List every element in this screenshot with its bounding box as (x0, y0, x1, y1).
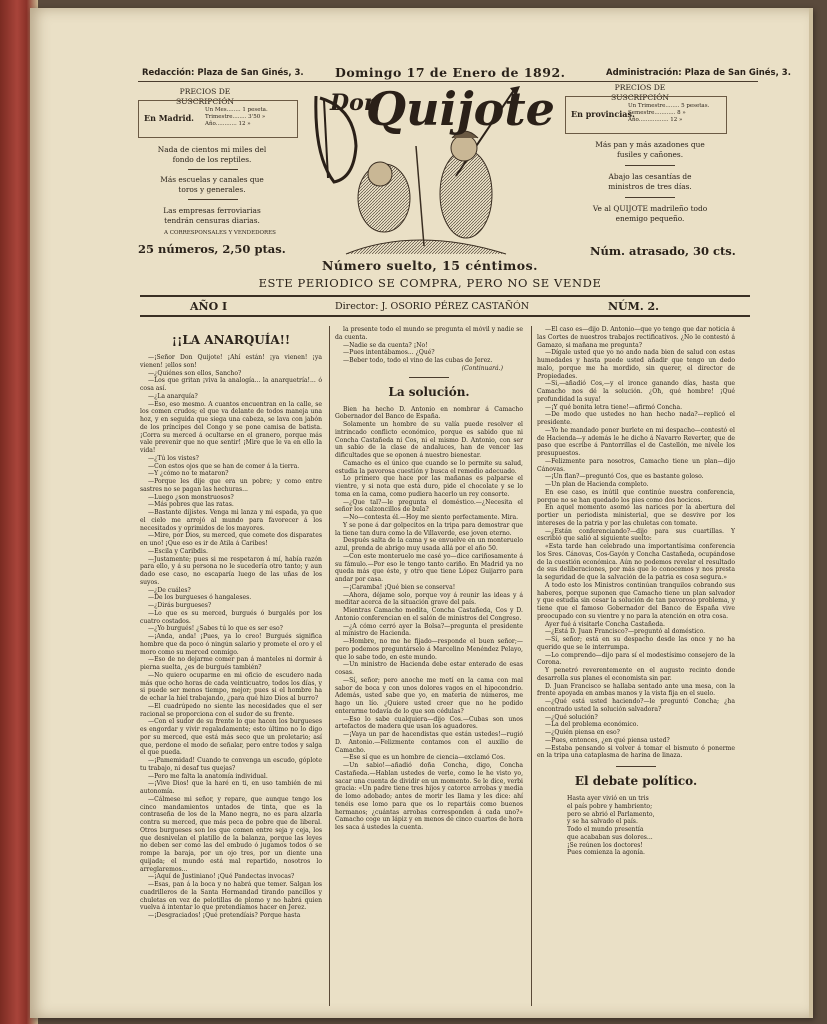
paragraph: Bien ha hecho D. Antonio en nombrar á Camacho Gobernador del Banco de España. (335, 405, 523, 421)
paragraph: —¡Desgraciados! ¡Qué pretendíais? Porque hasta (148, 912, 301, 919)
paragraph: —Ese sí que es un hombre de ciencia—exclamó Cos. (343, 754, 506, 762)
paragraph: —Lo que es su merced, burgués ó burgalés por los cuatro costados. (140, 609, 322, 625)
precios-right-place: En provincias. (571, 109, 635, 119)
paragraph: —No quiero ocuparme en mi oficio de escudero nada más que ocho horas de cada veinticuatro, todos los días, y si puede ser menos tiempo, mejor; pues si el hombre ha de echar la hiel trabajando, ¿para qué hizo Dios al burro? (140, 671, 322, 702)
ano-label: AÑO I (190, 300, 228, 313)
paragraph: —¡Vaya un par de hacendistas que están ustedes!—rugió D. Antonio.—Felizmente contamos con el auxilio de Camacho. (335, 731, 523, 754)
paragraph: Todo el mundo presentía (567, 826, 644, 833)
paragraph: —¿La anarquía? (148, 392, 198, 400)
paragraph: —Eso lo sabe cualquiera—dijo Cos.—Cubas son unos artefactos de madera que usan los aguadores. (335, 715, 523, 731)
paragraph: Ayer fué á visitarle Concha Castañeda. (545, 620, 665, 628)
precio-right-row: Un Trimestre........ 5 pesetas. (628, 103, 710, 109)
paragraph: —Sí, señor; pero anoche me metí en la cama con mal sabor de boca y con unos dolores vagos en el hipocondrio. Además, usted sabe que yo, en materia de números, me hago un lío. ¿Quiere usted creer que no he podido enterarme todavía de lo que son cédulas? (335, 676, 523, 715)
paragraph: En ese caso, es inútil que continúe nuestra conferencia, porque no se han quedado los pies como dos hocicos. (537, 488, 735, 504)
paragraph: —Bastante díjistes. Venga mi lanza y mi espada, ya que el cielo me arrojó al mundo para favorecer á los necesitados y oprimidos de los mayores. (140, 509, 322, 532)
paragraph: —Con estos ojos que se han de comer á la tierra. (148, 462, 300, 470)
paragraph: Y se pone á dar golpecitos en la tripa para demostrar que la tiene tan dura como la de Villaverde, ese joven eterno. (335, 521, 523, 537)
paragraph: —La del problema económico. (545, 721, 639, 729)
continuara-note: (Continuará.) (461, 364, 503, 372)
paragraph: A todo esto los Ministros continúan tranquilos cobrando sus haberes, porque suponen que Camacho tiene un plan salvador y que estudia sin cesar la solución de tan pavoroso problema, y tiene que el famoso Gobernador del Banco de España vive preocupado con su vientre y no para la atención en otra cosa. (537, 581, 735, 620)
paragraph: —Lo comprendo—dijo para sí el modestísimo consejero de la Corona. (537, 651, 735, 667)
paragraph: —Más pobres que las ratas. (148, 501, 234, 509)
article-heading-anarquia: ¡¡LA ANARQUÍA!! (171, 333, 291, 347)
paragraph: Solamente un hombre de su valía puede resolver el intrincado conflicto económico, porque es sabido que ni Concha Castañeda ni Cos, ni el mismo D. Antonio, con ser un sabio de la clase de andaluces, han de vencer las dificultades que se oponen á nuestro bienestar. (335, 421, 523, 459)
article-body-anarquia (140, 354, 322, 920)
paragraph: —¿Qué está usted haciendo?—le preguntó Concha; ¿ha encontrado usted la solución salvadora? (537, 698, 735, 713)
slogan-divider (625, 197, 675, 198)
paragraph: —¿De cuáles? (148, 586, 191, 594)
precios-left-box (138, 100, 298, 138)
paragraph: y se ha salvado el país. (567, 818, 638, 826)
paragraph: —Yo he mandado poner burlete en mi despacho—contestó el de Hacienda—y además le he dicho á Navarro Reverter, que de paso que escribe á Pantorrillas el de Castellón, me nivele los presupuestos. (537, 426, 735, 457)
paragraph: —¡Caramba! ¡Qué bien se conserva! (343, 583, 456, 591)
paragraph: —¡Un flan?—preguntó Cos, que es bastante goloso. (545, 473, 704, 481)
column-divider (531, 326, 532, 1006)
right-slogan-3: Ve al QUIJOTE madrileño todo enemigo pequeño. (592, 204, 708, 223)
paragraph: Hasta ayer vivió en un tris (567, 795, 649, 802)
slogan-divider (188, 199, 238, 200)
paragraph: que acababan sus dolores... (567, 833, 653, 841)
column-1 (140, 326, 322, 1006)
administracion-address: Administración: Plaza de San Ginés, 3. (606, 68, 791, 78)
paragraph: Y penetró reverentemente en el augusto recinto donde desarrolla sus planes el economista sin par. (537, 667, 735, 682)
paragraph: —¿Está D. Juan Francisco?—preguntó al doméstico. (545, 628, 706, 636)
motto: ESTE PERIODICO SE COMPRA, PERO NO SE VENDE (258, 276, 602, 290)
precio-left-row: Año............ 12 » (205, 121, 251, 127)
paragraph: —Un sabio!—añadió doña Concha, digo, Concha Castañeda.—Hablan ustedes de verle, como le he visto yo, sacar una cuenta de dividir en un momento. Se le dice, verbi gracia: «Un padre tiene tres hijos y catorce arrobas y media de lomo adobado; antes de morir les llama y les dice: ahí tenéis ese lomo para que os lo repartáis como buenos hermanos; ¿cuántas arrobas corresponden á cada uno?» Camacho coge un lápiz y en menos de cinco cuartos de hora les saca á ustedes la cuenta. (335, 762, 523, 831)
paragraph: —Esas, pan á la boca y no habrá que temer. Salgan los cuadrilleros de la Santa Hermandad tirando pancillos y chuletas en vez de pelotillas de plomo y no habrá quien vuelva á intentar lo que pretendíamos hacer en Jerez. (140, 881, 322, 912)
paragraph: —El cuadrúpedo no siente las necesidades que el ser racional se proporciona con el sudor de su frente. (140, 702, 322, 718)
paragraph: Camacho es el único que cuando se lo permite su salud, estudia la pavorosa cuestión y busca el remedio adecuado. (335, 459, 523, 475)
paragraph: —Escila y Caribdis. (148, 547, 208, 555)
article-heading-solucion: La solución. (388, 384, 470, 399)
paragraph: —¡Aquí de Justiniano! ¡Qué Pandectas invocas? (148, 873, 295, 881)
precios-right-title: PRECIOS DE SUSCRIPCIÓN (610, 83, 670, 102)
precio-right-row: Año................. 12 » (628, 117, 683, 123)
article-body-solucion (335, 406, 523, 832)
num-label: NÚM. 2. (608, 300, 659, 313)
paragraph: —¿Quiénes son ellos, Sancho? (148, 369, 242, 377)
paragraph: —Dígale usted que yo no ando nada bien de salud con estas humedades y hasta puede usted añadir que tengo un dedo malo, porque me ha mordido, sin querer, el director de Propiedades. (537, 349, 735, 380)
masthead-rule (140, 315, 750, 317)
numero-suelto: Número suelto, 15 céntimos. (322, 258, 538, 273)
paragraph: —Eso, eso mesmo. A cuantos encuentran en la calle, se los comen crudos; el que va delante de todos maneja una hoz, y en seguida que siega una cabeza, se lava con jabón de los príncipes del Congo y se pone camisa de batista. ¡Corra su merced á ocultarse en el granero, porque más vale prevenir que no que sentir! ¡Mire que le va en ello la vida! (140, 400, 322, 454)
title-quijote: Quijote (366, 82, 555, 136)
paragraph: —¿Qué solución? (545, 713, 598, 721)
paragraph: —Un ministro de Hacienda debe estar enterado de esas cosas. (335, 661, 523, 676)
paragraph: —¿Yo burgués! ¿Sabes tú lo que es ser eso? (148, 625, 283, 633)
paragraph: —No—contesta él.—Hoy me siento perfectamente. Mira. (343, 514, 519, 521)
right-slogan-1: Más pan y más azadones que fusiles y cañones. (595, 140, 705, 159)
newspaper-page (30, 8, 812, 1018)
section-divider (616, 766, 656, 767)
paragraph: —Pues intentábamos... ¿Qué? (343, 349, 435, 357)
page-edge (809, 8, 813, 1018)
paragraph: —Cálmese mi señor, y repare, que aunque tengo los cinco mandamientos untados de tinta, que es la contraseña de los de la Mano negra, no es para alzarla contra su merced, que más peca de pobre que de liberal. Otros burgueses son los que comen entre seja y ceja, los que desnivelan el platillo de la balanza, porque las leyes no deben ser como las del embudo ó jugamos todos ó se rompe la baraja, por un ojo tres, por un diente una quijada; el mundo está mal repartido, nosotros lo arreglaremos... (140, 795, 322, 873)
column-divider (329, 326, 330, 1006)
paragraph: —Y ¿cómo no te mataron? (148, 470, 229, 478)
paragraph: —¡Y qué bonita letra tiene!—afirmó Concha. (545, 403, 683, 411)
redaccion-address: Redacción: Plaza de San Ginés, 3. (142, 68, 304, 78)
paragraph: —Beber todo, todo el vino de las cubas de Jerez. (343, 357, 493, 364)
article-body-solucion-cont (537, 326, 735, 760)
paragraph: D. Juan Francisco se hallaba sentado ante una mesa, con la frente apoyada en ambas manos y la vista fija en el suelo. (537, 682, 735, 698)
paragraph: —¡Señor Don Quijote! ¡Ahí están! ¡ya vienen! ¡ya vienen! ¡ellos son! (140, 354, 322, 369)
paragraph: —Pues, entonces, ¿en qué piensa usted? (545, 736, 670, 744)
corresponsales-note: A CORRESPONSALES Y VENDEDORES (164, 230, 276, 236)
paragraph: —Nadie se da cuenta? ¡No! (343, 341, 428, 349)
paragraph: —¡Vive Dios! que la haré en ti, en uso también de mi autonomía. (140, 780, 322, 795)
paragraph: —Mire, por Dios, su merced, que comete dos disparates en uno! ¡Que eso es ir de Atila á Caribes! (140, 532, 322, 547)
paragraph: —Hombre, no me he fijado—responde el buen señor;—pero podemos preguntárselo á Marcelino Menéndez Pelayo, que lo sabe todo, en este mundo. (335, 638, 523, 661)
director-line: Director: J. OSORIO PÉREZ CASTAÑÓN (335, 301, 530, 312)
paragraph: —Sí, señor; está en su despacho desde las once y no ha querido que se le interrumpa. (537, 636, 735, 651)
masthead-rule (140, 295, 750, 297)
paragraph: —Con este monteruelo me casé yo—dice cariñosamente á su fámulo.—Por eso le tengo tanto cariño. En Madrid ya no queda más que éste, y otro que tiene López Guijarro para andar por casa. (335, 552, 523, 583)
precio-right-row: Semestre............ 8 » (628, 110, 686, 116)
precios-left-title: PRECIOS DE SUSCRIPCIÓN (175, 87, 235, 106)
precios-right-rows (628, 103, 724, 124)
paragraph: el país pobre y hambriento; (567, 802, 653, 810)
paragraph: —Estaba pensando si volver á tomar el bismuto ó ponerme en la tripa una cataplasma de harina de linaza. (537, 744, 735, 760)
left-slogan-1: Nada de cientos mi miles del fondo de los reptiles. (157, 145, 267, 164)
column-2 (335, 326, 523, 1006)
paragraph: —Un plan de Hacienda completo. (545, 481, 649, 488)
paragraph: —¿A cómo cerró ayer la Bolsa?—pregunta el presidente al ministro de Hacienda. (335, 622, 523, 638)
paragraph: —El caso es—dijo D. Antonio—que yo tengo que dar noticia á las Cortes de nuestros trabajos rectificativos. ¿No le contestó á Gamazo, si mañana me pregunta? (537, 326, 735, 349)
precio-left-row: Trimestre........ 3'50 » (205, 114, 266, 120)
left-slogan-2: Más escuelas y canales que toros y generales. (160, 175, 264, 194)
slogan-divider (188, 169, 238, 170)
masthead-illustration (306, 82, 555, 258)
paragraph: —Ahora, déjame solo, porque voy á reunir las ideas y á meditar acerca de la situación grave del país. (335, 591, 523, 607)
paragraph: Mientras Camacho medita, Concha Castañeda, Cos y D. Antonio conferencian en el salón de ministros del Congreso. (335, 607, 523, 622)
paragraph: —De los burgueses ó hangaleses. (148, 594, 252, 602)
paragraph: —¿Dirás burgueses? (148, 602, 212, 609)
precios-left-place: En Madrid. (144, 113, 194, 123)
paragraph: En aquel momento asomó las narices por la abertura del portier un periodista ministerial, que se desvive por los intereses de la patria y por las chuletas con tomate. (537, 504, 735, 527)
left-slogan-3: Las empresas ferroviarias tendrán censuras diarias. (163, 206, 261, 225)
paragraph: —De modo que ustedes no han hecho nada?—replicó el presidente. (537, 411, 735, 426)
paragraph: —¡Anda, anda! ¡Pues, ya lo creo! Burgués significa hombre que da poco ó ningún salario y promete el oro y el moro como su merced conmigo. (140, 633, 322, 656)
paragraph: —Felizmente para nosotros, Camacho tiene un plan—dijo Cánovas. (537, 457, 735, 473)
precio-left-row: Un Mes........ 1 peseta. (205, 107, 268, 113)
paragraph: —Justamente; pues si me respetaron á mí, había razón para ello, y á su persona no le sucedería otro tanto; y aun dado ese caso, no escaparía luego de las uñas de los suyos. (140, 555, 322, 586)
paragraph: pero se abrió el Parlamento, (567, 810, 655, 818)
paragraph: —¡Pamemidad! Cuando te convenga un escudo, góplote tu trabajo, ni desaf tus quejas? (140, 757, 322, 772)
column-3 (537, 326, 735, 1006)
precios-left-rows (205, 107, 293, 128)
poem-debate (537, 795, 735, 857)
article-continuation (335, 326, 523, 365)
slogan-divider (625, 165, 675, 166)
paragraph: —¿Tú los vistes? (148, 454, 199, 462)
paragraph: ¡Se reúnen los doctores! (567, 841, 643, 849)
numeros-price: 25 números, 2,50 ptas. (138, 242, 286, 256)
paragraph: Pues comienza la agonía. (567, 849, 645, 857)
paragraph: —Luego ¿son monstruosos? (148, 493, 234, 501)
right-slogan-2: Abajo las cesantías de ministros de tres días. (608, 172, 692, 191)
section-divider (409, 377, 449, 378)
paragraph: —¿Que tal?—le pregunta el doméstico.—¿Necesita el señor los calzoncillos de bula? (335, 498, 523, 514)
atrasado-price: Núm. atrasado, 30 cts. (590, 244, 736, 258)
title-don: Don (330, 90, 380, 116)
paragraph: —¿Están conferenciando?—dijo para sus cuartillas. Y escribió que salió al siguiente suelto: (537, 527, 735, 543)
precios-right-box (565, 96, 727, 134)
paragraph: Después salta de la cama y se envuelve en un monteruelo azul, prenda de abrigo muy usada allá por el año 50. (335, 537, 523, 552)
paragraph: «Esta tarde han celebrado una importantísima conferencia los Sres. Cánovas, Cos-Gayón y Concha Castañeda, ocupándose de la cuestión económica. Aún no podemos revelar el resultado de sus deliberaciones, por más que lo conocemos y nos presta la seguridad de que la salvación de la patria es cosa segura.» (537, 543, 735, 581)
paragraph: Lo primero que hace por las mañanas es palparse el vientre, y si nota que está duro, pide el chocolate y se lo toma en la cama, como pudiera hacerlo un rey consorte. (335, 475, 523, 498)
paragraph: —Eso de no dejarme comer pan á manteles ni dormir á pierna suelta, ¿es de burgués también? (140, 656, 322, 671)
paragraph: la presente todo el mundo se pregunta el móvil y nadie se da cuenta. (335, 326, 523, 341)
issue-date: Domingo 17 de Enero de 1892. (335, 65, 566, 80)
paragraph: —Porque les dije que era un pobre; y como entre sastres no se pagan las hechuras... (140, 478, 322, 493)
paragraph: —Los que gritan ¡viva la analogía... la anarquetría!... ó cosa así. (140, 377, 322, 392)
article-heading-debate: El debate político. (574, 774, 698, 788)
paragraph: —¿Quién piensa en eso? (545, 729, 620, 736)
paragraph: —Si,—añadió Cos,—y el ironce ganando días, hasta que Camacho nos dé la solución. ¿Oh, qué hombre! ¡Qué profundidad la suya! (537, 380, 735, 403)
paragraph: —Pero me falta la anatomía individual. (148, 772, 268, 780)
paragraph: —Con el sudor de su frente lo que hacen los burgueses es engordar y vivir regaladamente; esto último no lo digo por su merced, que está más seco que un proletario; así que, perdone el modo de señalar, pero entre todos y salga el que pueda. (140, 718, 322, 757)
